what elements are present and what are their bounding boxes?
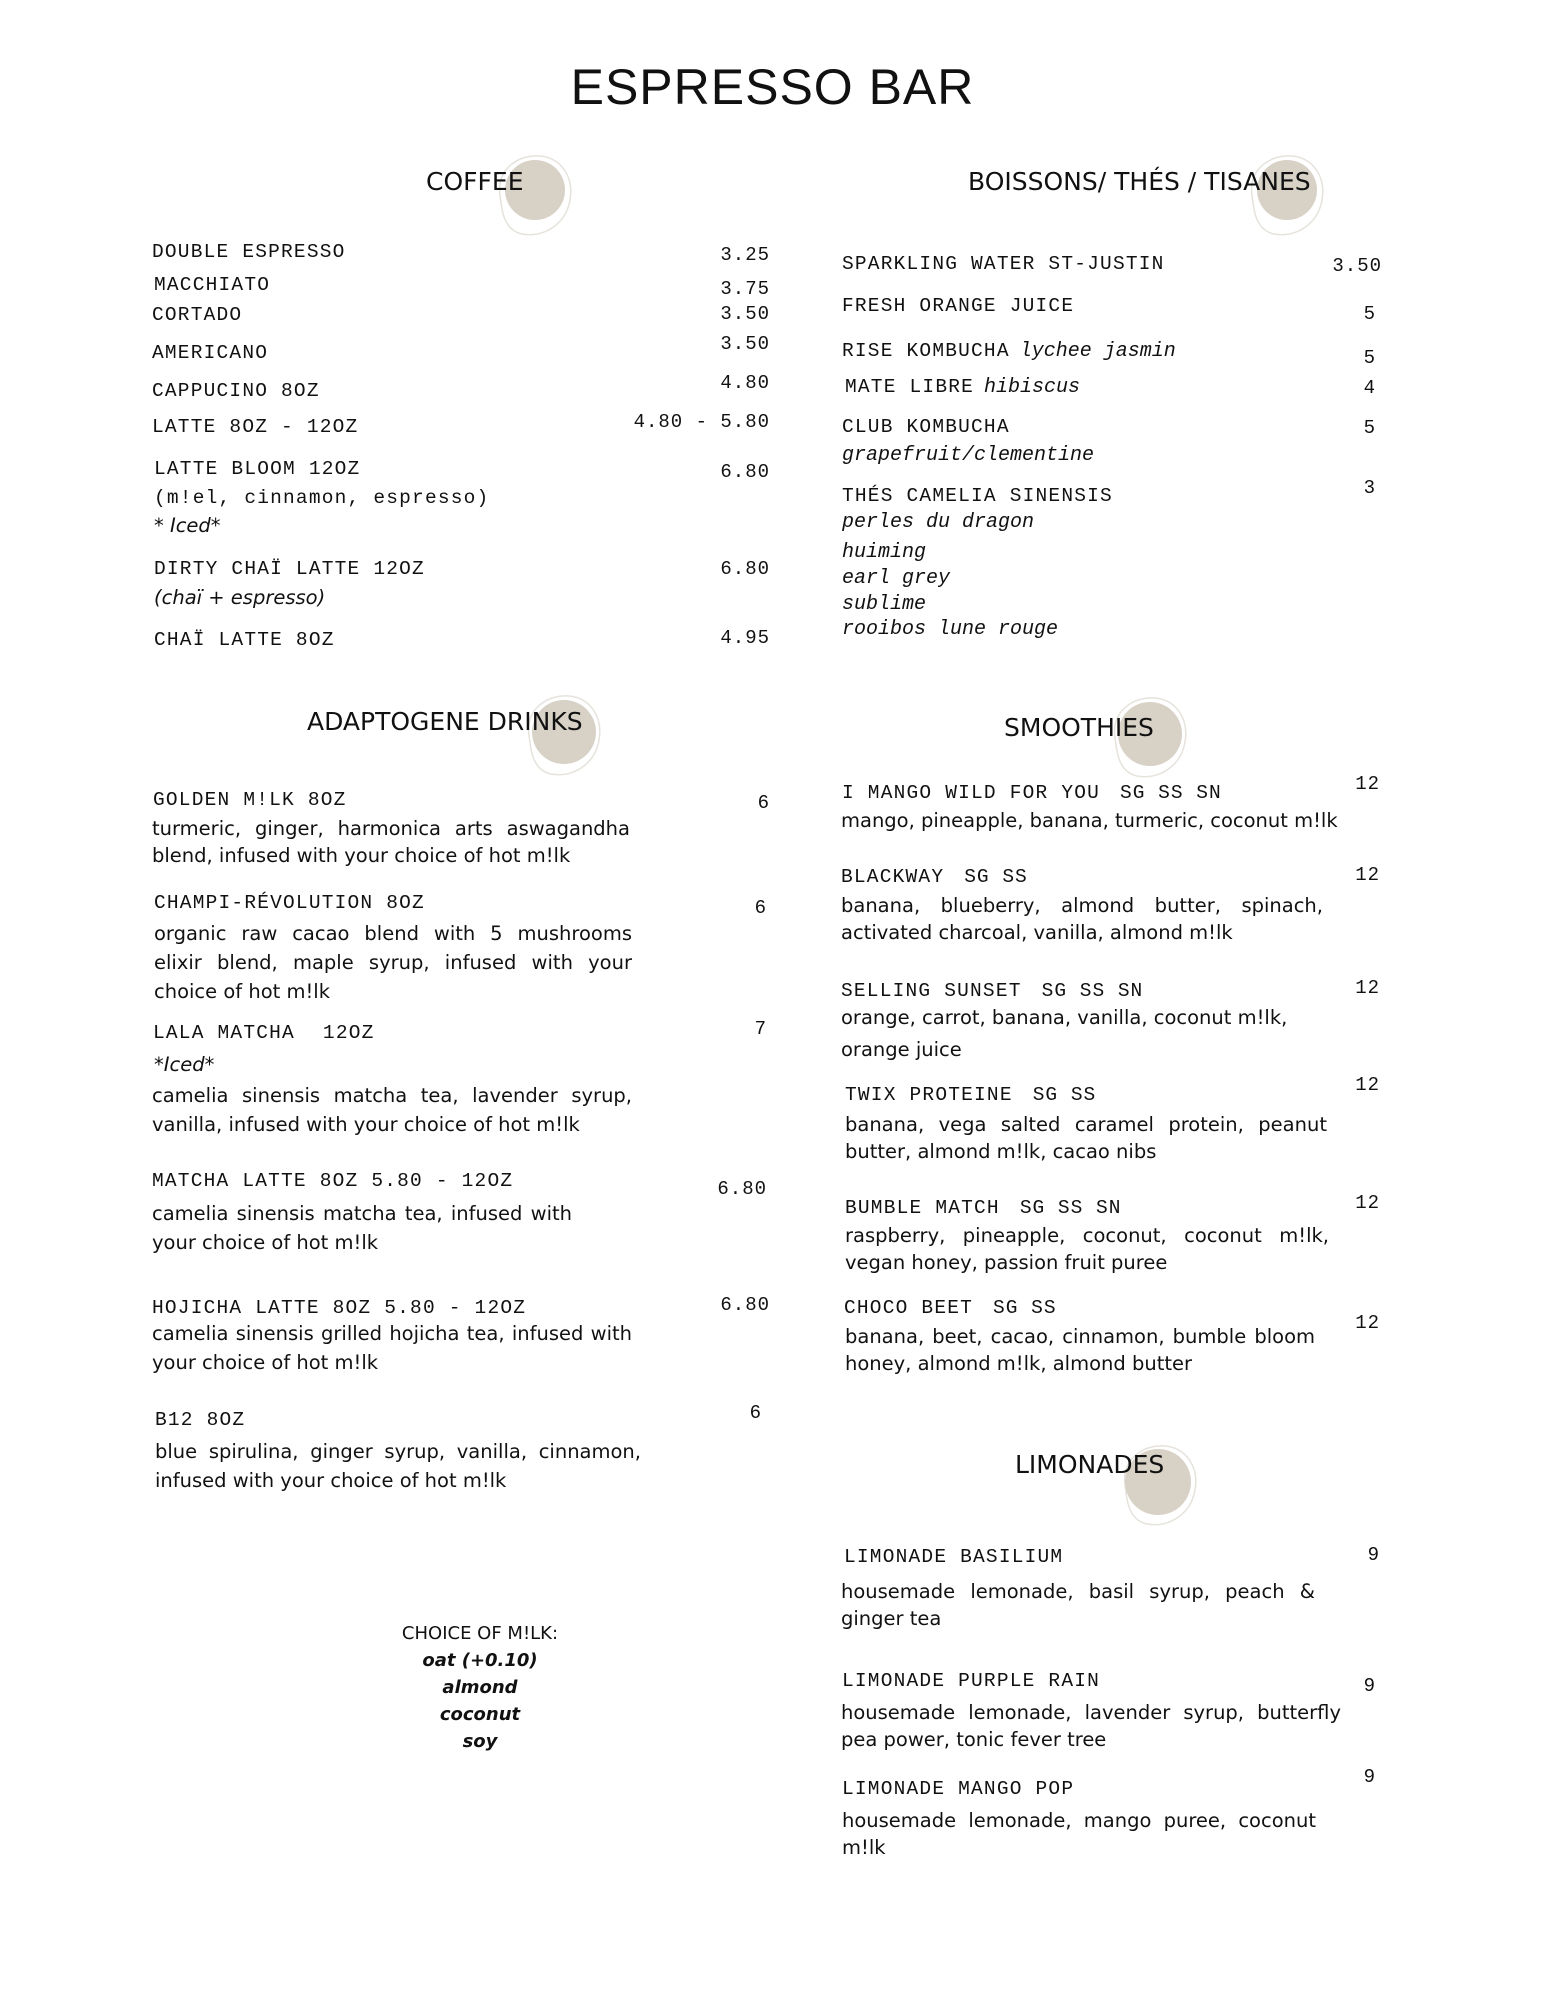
smoothie-item-tags: SG SS SN: [1041, 980, 1144, 1002]
drink-item-name: SPARKLING WATER ST-JUSTIN: [842, 253, 1165, 275]
drink-item-price: 4: [1363, 377, 1376, 399]
adaptogene-item-name: GOLDEN M!LK 8OZ: [153, 789, 347, 811]
smoothie-item-name: TWIX PROTEINE: [845, 1084, 1013, 1106]
coffee-item-price: 4.80 - 5.80: [633, 411, 770, 433]
smoothie-item: [845, 1084, 1096, 1106]
adaptogene-item-price: 6: [754, 897, 767, 919]
smoothie-item-price: 12: [1355, 1192, 1380, 1214]
adaptogene-item-name: HOJICHA LATTE 8OZ 5.80 - 12OZ: [152, 1297, 527, 1319]
adaptogene-item-price: 6: [749, 1402, 762, 1424]
section-heading-boissons: BOISSONS/ THÉS / TISANES: [968, 167, 1311, 196]
milk-choice-block: [360, 1620, 600, 1755]
coffee-item-price: 6.80: [720, 558, 770, 580]
smoothie-item-description: orange juice: [841, 1038, 962, 1061]
coffee-item-note: * Iced*: [154, 514, 221, 537]
adaptogene-item-price: 7: [754, 1018, 767, 1040]
drink-item-price: 3: [1363, 477, 1376, 499]
limonade-item-name: LIMONADE PURPLE RAIN: [842, 1670, 1101, 1692]
section-heading-limonades: LIMONADES: [1015, 1450, 1165, 1479]
coffee-item-name: CAPPUCINO 8OZ: [152, 380, 320, 402]
adaptogene-item-description: turmeric, ginger, harmonica arts aswagandha blend, infused with your choice of hot m!lk: [152, 817, 630, 867]
adaptogene-item-name: MATCHA LATTE 8OZ 5.80 - 12OZ: [152, 1170, 514, 1192]
coffee-item-name: DIRTY CHAÏ LATTE 12OZ: [154, 558, 425, 580]
smoothie-item-tags: SG SS: [964, 866, 1028, 888]
adaptogene-item-description: organic raw cacao blend with 5 mushrooms elixir blend, maple syrup, infused with your choice of hot m!lk: [154, 922, 632, 1003]
drink-item-flavor: grapefruit/clementine: [842, 444, 1095, 467]
adaptogene-item-name: B12 8OZ: [155, 1409, 246, 1431]
coffee-item-name: AMERICANO: [152, 342, 269, 364]
smoothie-item-price: 12: [1355, 1074, 1380, 1096]
smoothie-item: [841, 866, 1028, 888]
coffee-item-subtitle: (m!el, cinnamon, espresso): [154, 487, 490, 509]
adaptogene-item-description: camelia sinensis matcha tea, lavender syrup, vanilla, infused with your choice of hot m!lk: [152, 1084, 632, 1136]
smoothie-item-tags: SG SS: [1032, 1084, 1097, 1106]
smoothie-item-tags: SG SS SN: [1120, 782, 1222, 804]
smoothie-item-description: banana, beet, cacao, cinnamon, bumble bloom honey, almond m!lk, almond butter: [845, 1325, 1315, 1375]
coffee-item-name: CORTADO: [152, 304, 243, 326]
tea-flavor: perles du dragon: [842, 511, 1035, 534]
adaptogene-item-price: 6: [757, 792, 770, 814]
adaptogene-item-description: camelia sinensis matcha tea, infused with your choice of hot m!lk: [152, 1202, 572, 1254]
limonade-item-name: LIMONADE BASILIUM: [844, 1546, 1064, 1568]
smoothie-item-description: mango, pineapple, banana, turmeric, coconut m!lk: [841, 809, 1338, 832]
adaptogene-item-price: 6.80: [717, 1178, 767, 1200]
coffee-item-name: LATTE BLOOM 12OZ: [154, 458, 361, 480]
smoothie-item-price: 12: [1355, 1312, 1380, 1334]
coffee-item-price: 3.50: [720, 333, 770, 355]
drink-item-name: FRESH ORANGE JUICE: [842, 295, 1075, 317]
adaptogene-item-note: *Iced*: [154, 1053, 215, 1076]
coffee-item-price: 3.50: [720, 303, 770, 325]
tea-flavor: sublime: [842, 593, 927, 616]
adaptogene-item-description: blue spirulina, ginger syrup, vanilla, cinnamon, infused with your choice of hot m!lk: [155, 1440, 641, 1492]
drink-item-price: 5: [1363, 417, 1376, 439]
section-heading-coffee: COFFEE: [426, 167, 524, 196]
smoothie-item-description: banana, vega salted caramel protein, peanut butter, almond m!lk, cacao nibs: [845, 1113, 1327, 1163]
coffee-item-name: LATTE 8OZ - 12OZ: [152, 416, 359, 438]
limonade-item-name: LIMONADE MANGO POP: [842, 1778, 1075, 1800]
coffee-item-price: 3.75: [720, 278, 770, 300]
smoothie-item-description: banana, blueberry, almond butter, spinach, activated charcoal, vanilla, almond m!lk: [841, 894, 1323, 944]
drink-item: [845, 376, 1080, 399]
limonade-item-price: 9: [1363, 1766, 1376, 1788]
coffee-item-price: 6.80: [720, 461, 770, 483]
limonade-item-description: housemade lemonade, mango puree, coconut m!lk: [842, 1809, 1316, 1859]
coffee-item-name: MACCHIATO: [154, 274, 271, 296]
drink-item-name: THÉS CAMELIA SINENSIS: [842, 485, 1113, 507]
smoothie-item-name: BLACKWAY: [841, 866, 945, 888]
page-title: ESPRESSO BAR: [570, 59, 975, 115]
drink-item-flavor: lychee jasmin: [1019, 340, 1176, 363]
milk-option: coconut: [439, 1704, 521, 1725]
adaptogene-item-description: camelia sinensis grilled hojicha tea, infused with your choice of hot m!lk: [152, 1322, 632, 1374]
milk-option: almond: [442, 1677, 518, 1698]
section-heading-adaptogene: ADAPTOGENE DRINKS: [307, 707, 583, 736]
drink-item: [842, 340, 1176, 363]
drink-item-name: MATE LIBRE: [845, 376, 975, 398]
smoothie-item: [842, 782, 1222, 804]
drink-item-price: 5: [1363, 303, 1376, 325]
adaptogene-item: [153, 1022, 375, 1044]
coffee-item-name: DOUBLE ESPRESSO: [152, 241, 346, 263]
smoothie-item-price: 12: [1355, 864, 1380, 886]
milk-option: soy: [462, 1731, 498, 1752]
section-heading-smoothies: SMOOTHIES: [1004, 713, 1154, 742]
coffee-item-price: 4.95: [720, 627, 770, 649]
smoothie-item: [844, 1297, 1057, 1319]
adaptogene-item-name: CHAMPI-RÉVOLUTION 8OZ: [154, 892, 425, 914]
adaptogene-item-price: 6.80: [720, 1294, 770, 1316]
coffee-item-price: 3.25: [720, 244, 770, 266]
smoothie-item-name: CHOCO BEET: [844, 1297, 974, 1319]
smoothie-item-tags: SG SS: [993, 1297, 1057, 1319]
smoothie-item-name: SELLING SUNSET: [841, 980, 1022, 1002]
drink-item-name: CLUB KOMBUCHA: [842, 416, 1010, 438]
smoothie-item: [845, 1197, 1121, 1219]
limonade-item-price: 9: [1367, 1544, 1380, 1566]
smoothie-item-name: I MANGO WILD FOR YOU: [842, 782, 1101, 804]
tea-flavor: earl grey: [842, 567, 951, 590]
tea-flavor: huiming: [842, 541, 927, 564]
adaptogene-item-size: 12OZ: [322, 1022, 375, 1044]
smoothie-item-description: orange, carrot, banana, vanilla, coconut m!lk,: [841, 1006, 1288, 1029]
coffee-item-name: CHAÏ LATTE 8OZ: [154, 629, 335, 651]
coffee-item-price: 4.80: [720, 372, 770, 394]
drink-item-price: 5: [1363, 347, 1376, 369]
coffee-item-note: (chaï + espresso): [154, 586, 326, 609]
tea-flavor: rooibos lune rouge: [842, 618, 1059, 641]
drink-item-price: 3.50: [1332, 255, 1382, 277]
smoothie-item-tags: SG SS SN: [1019, 1197, 1122, 1219]
smoothie-item: [841, 980, 1143, 1002]
drink-item-flavor: hibiscus: [984, 376, 1081, 399]
smoothie-item-name: BUMBLE MATCH: [845, 1197, 1000, 1219]
limonade-item-description: housemade lemonade, lavender syrup, butterfly pea power, tonic fever tree: [841, 1701, 1341, 1751]
smoothie-item-price: 12: [1355, 977, 1380, 999]
smoothie-item-price: 12: [1355, 773, 1380, 795]
adaptogene-item-name: LALA MATCHA: [153, 1022, 295, 1044]
limonade-item-price: 9: [1363, 1675, 1376, 1697]
smoothie-item-description: raspberry, pineapple, coconut, coconut m!lk, vegan honey, passion fruit puree: [845, 1224, 1329, 1274]
milk-option: oat (+0.10): [422, 1650, 538, 1671]
drink-item-name: RISE KOMBUCHA: [842, 340, 1010, 362]
limonade-item-description: housemade lemonade, basil syrup, peach & ginger tea: [841, 1580, 1315, 1630]
milk-choice-heading: CHOICE OF M!LK:: [401, 1623, 559, 1644]
